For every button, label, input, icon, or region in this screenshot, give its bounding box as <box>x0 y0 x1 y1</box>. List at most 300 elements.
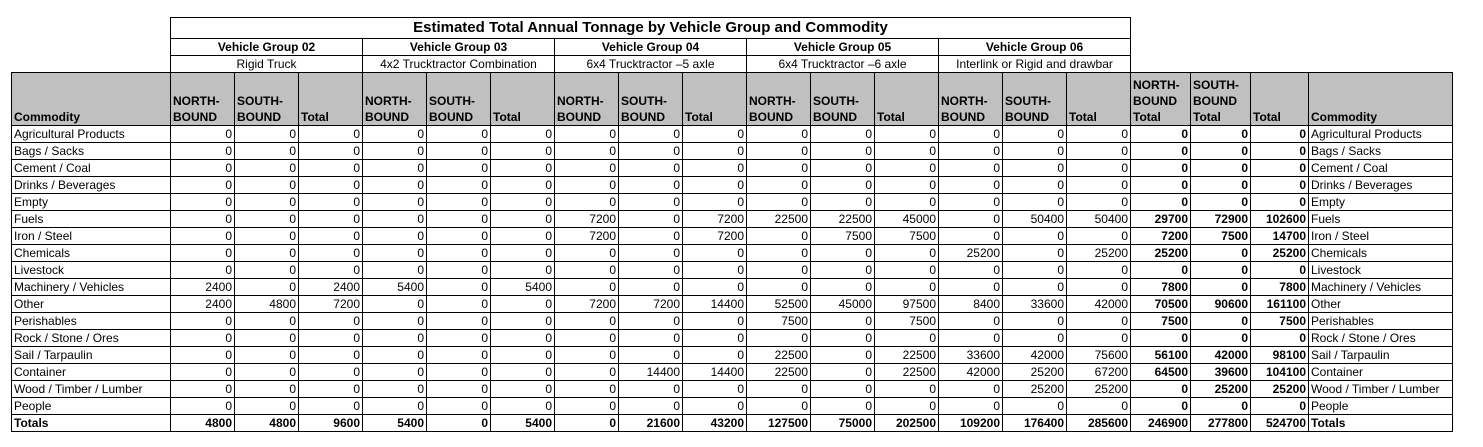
table-row <box>12 330 1453 347</box>
value-cell: 0 <box>555 262 619 279</box>
total-cell: 70500 <box>1131 296 1191 313</box>
value-cell: 0 <box>875 177 939 194</box>
table-row <box>12 126 1453 143</box>
value-cell: 0 <box>363 262 427 279</box>
value-cell: 0 <box>811 194 875 211</box>
value-cell: 0 <box>235 364 299 381</box>
table-row <box>12 194 1453 211</box>
value-cell: 0 <box>491 364 555 381</box>
header-northbound-line: BOUND <box>557 110 601 124</box>
value-cell: 0 <box>811 381 875 398</box>
commodity-label: Livestock <box>12 262 171 279</box>
header-southbound-line: BOUND <box>237 110 281 124</box>
value-cell: 0 <box>875 160 939 177</box>
total-cell: 29700 <box>1131 211 1191 228</box>
total-cell: 64500 <box>1131 364 1191 381</box>
group-name: Vehicle Group 02 <box>171 39 363 56</box>
value-cell: 0 <box>171 364 235 381</box>
group-name: Vehicle Group 03 <box>363 39 555 56</box>
table-row <box>12 347 1453 364</box>
total-cell: 0 <box>1131 398 1191 415</box>
value-cell: 0 <box>363 245 427 262</box>
value-cell: 0 <box>171 381 235 398</box>
table-row <box>12 398 1453 415</box>
total-cell: 0 <box>1191 143 1251 160</box>
commodity-label-right: Drinks / Beverages <box>1309 177 1453 194</box>
value-cell: 0 <box>171 313 235 330</box>
group-description: Rigid Truck <box>171 56 363 73</box>
value-cell: 0 <box>683 245 747 262</box>
commodity-label: Wood / Timber / Lumber <box>12 381 171 398</box>
value-cell: 0 <box>747 398 811 415</box>
value-cell: 0 <box>619 211 683 228</box>
value-cell: 0 <box>171 143 235 160</box>
total-cell: 524700 <box>1251 415 1309 432</box>
value-cell: 0 <box>555 143 619 160</box>
value-cell: 0 <box>747 228 811 245</box>
value-cell: 0 <box>683 279 747 296</box>
commodity-label-right: Perishables <box>1309 313 1453 330</box>
value-cell: 0 <box>299 126 363 143</box>
header-total-line: Total <box>301 110 329 124</box>
value-cell: 0 <box>299 177 363 194</box>
value-cell: 0 <box>235 262 299 279</box>
header-southbound-line: SOUTH- <box>813 94 859 108</box>
table-row <box>12 279 1453 296</box>
value-cell: 50400 <box>1067 211 1131 228</box>
commodity-label-right: Livestock <box>1309 262 1453 279</box>
value-cell: 0 <box>939 194 1003 211</box>
value-cell: 0 <box>427 177 491 194</box>
value-cell: 0 <box>491 143 555 160</box>
value-cell: 0 <box>747 143 811 160</box>
value-cell: 0 <box>427 211 491 228</box>
value-cell: 22500 <box>811 211 875 228</box>
value-cell: 0 <box>619 313 683 330</box>
value-cell: 0 <box>747 262 811 279</box>
header-southbound-total <box>1191 73 1251 126</box>
value-cell: 0 <box>299 211 363 228</box>
value-cell: 0 <box>491 381 555 398</box>
value-cell: 109200 <box>939 415 1003 432</box>
value-cell: 0 <box>683 177 747 194</box>
header-southbound-line: BOUND <box>621 110 665 124</box>
value-cell: 0 <box>491 330 555 347</box>
value-cell: 0 <box>491 347 555 364</box>
value-cell: 0 <box>235 228 299 245</box>
commodity-label-right: Container <box>1309 364 1453 381</box>
value-cell: 42000 <box>1003 347 1067 364</box>
value-cell: 75000 <box>811 415 875 432</box>
total-cell: 25200 <box>1191 381 1251 398</box>
value-cell: 0 <box>811 262 875 279</box>
total-cell: 0 <box>1191 398 1251 415</box>
value-cell: 0 <box>683 381 747 398</box>
value-cell: 0 <box>1003 194 1067 211</box>
column-header-row <box>12 73 1453 126</box>
value-cell: 0 <box>171 228 235 245</box>
value-cell: 0 <box>363 228 427 245</box>
value-cell: 0 <box>171 160 235 177</box>
value-cell: 14400 <box>619 364 683 381</box>
value-cell: 0 <box>939 160 1003 177</box>
commodity-label-right: Fuels <box>1309 211 1453 228</box>
value-cell: 0 <box>171 398 235 415</box>
value-cell: 0 <box>363 194 427 211</box>
value-cell: 42000 <box>939 364 1003 381</box>
table-row <box>12 160 1453 177</box>
value-cell: 0 <box>1003 279 1067 296</box>
table-row <box>12 381 1453 398</box>
value-cell: 22500 <box>747 347 811 364</box>
group-description: 4x2 Trucktractor Combination <box>363 56 555 73</box>
commodity-label: Fuels <box>12 211 171 228</box>
total-cell: 0 <box>1131 330 1191 347</box>
value-cell: 0 <box>683 262 747 279</box>
value-cell: 0 <box>427 160 491 177</box>
commodity-label: Empty <box>12 194 171 211</box>
value-cell: 0 <box>683 160 747 177</box>
value-cell: 0 <box>811 279 875 296</box>
total-cell: 0 <box>1191 313 1251 330</box>
group-desc-row <box>12 56 1453 73</box>
value-cell: 22500 <box>747 211 811 228</box>
value-cell: 0 <box>811 398 875 415</box>
total-cell: 0 <box>1251 143 1309 160</box>
value-cell: 0 <box>747 194 811 211</box>
header-total-line: Total <box>493 110 521 124</box>
value-cell: 0 <box>491 245 555 262</box>
table-row <box>12 262 1453 279</box>
value-cell: 0 <box>299 381 363 398</box>
value-cell: 0 <box>811 177 875 194</box>
value-cell: 0 <box>619 228 683 245</box>
value-cell: 22500 <box>747 364 811 381</box>
value-cell: 0 <box>1003 330 1067 347</box>
commodity-label: Cement / Coal <box>12 160 171 177</box>
commodity-label: Drinks / Beverages <box>12 177 171 194</box>
commodity-label: Other <box>12 296 171 313</box>
total-cell: 0 <box>1191 177 1251 194</box>
header-northbound-total-line: Total <box>1133 110 1161 124</box>
total-cell: 104100 <box>1251 364 1309 381</box>
header-total <box>683 73 747 126</box>
value-cell: 2400 <box>171 296 235 313</box>
table-row <box>12 313 1453 330</box>
value-cell: 0 <box>875 330 939 347</box>
value-cell: 0 <box>427 296 491 313</box>
value-cell: 0 <box>171 330 235 347</box>
group-name: Vehicle Group 04 <box>555 39 747 56</box>
value-cell: 0 <box>939 143 1003 160</box>
value-cell: 5400 <box>363 279 427 296</box>
value-cell: 0 <box>939 381 1003 398</box>
value-cell: 0 <box>811 313 875 330</box>
header-total-line: Total <box>1069 110 1097 124</box>
value-cell: 0 <box>299 194 363 211</box>
total-cell: 14700 <box>1251 228 1309 245</box>
commodity-label: Agricultural Products <box>12 126 171 143</box>
value-cell: 0 <box>747 381 811 398</box>
value-cell: 0 <box>555 279 619 296</box>
value-cell: 0 <box>811 126 875 143</box>
value-cell: 0 <box>1003 143 1067 160</box>
value-cell: 0 <box>491 262 555 279</box>
table-row <box>12 296 1453 313</box>
table-row <box>12 143 1453 160</box>
value-cell: 0 <box>619 194 683 211</box>
header-southbound-line: BOUND <box>813 110 857 124</box>
value-cell: 42000 <box>1067 296 1131 313</box>
total-cell: 0 <box>1131 160 1191 177</box>
table-row <box>12 228 1453 245</box>
value-cell: 4800 <box>235 415 299 432</box>
value-cell: 0 <box>747 245 811 262</box>
value-cell: 8400 <box>939 296 1003 313</box>
commodity-label: Iron / Steel <box>12 228 171 245</box>
value-cell: 4800 <box>171 415 235 432</box>
commodity-label: Bags / Sacks <box>12 143 171 160</box>
value-cell: 0 <box>1067 262 1131 279</box>
value-cell: 0 <box>171 177 235 194</box>
value-cell: 0 <box>491 313 555 330</box>
value-cell: 0 <box>1067 228 1131 245</box>
value-cell: 0 <box>619 177 683 194</box>
value-cell: 0 <box>811 347 875 364</box>
value-cell: 0 <box>875 245 939 262</box>
value-cell: 0 <box>555 398 619 415</box>
value-cell: 0 <box>363 296 427 313</box>
total-cell: 102600 <box>1251 211 1309 228</box>
value-cell: 0 <box>939 126 1003 143</box>
value-cell: 5400 <box>491 415 555 432</box>
value-cell: 0 <box>683 313 747 330</box>
value-cell: 0 <box>491 126 555 143</box>
header-northbound <box>363 73 427 126</box>
header-northbound <box>747 73 811 126</box>
value-cell: 0 <box>555 194 619 211</box>
value-cell: 0 <box>363 381 427 398</box>
header-northbound-line: BOUND <box>173 110 217 124</box>
value-cell: 7200 <box>555 211 619 228</box>
value-cell: 0 <box>427 415 491 432</box>
value-cell: 2400 <box>299 279 363 296</box>
total-cell: 246900 <box>1131 415 1191 432</box>
total-cell: 7500 <box>1191 228 1251 245</box>
value-cell: 0 <box>299 398 363 415</box>
total-cell: 0 <box>1251 160 1309 177</box>
commodity-label: People <box>12 398 171 415</box>
value-cell: 0 <box>235 279 299 296</box>
value-cell: 0 <box>747 177 811 194</box>
value-cell: 0 <box>1003 313 1067 330</box>
tonnage-table <box>11 17 1453 432</box>
value-cell: 0 <box>427 245 491 262</box>
value-cell: 0 <box>683 126 747 143</box>
value-cell: 7200 <box>683 228 747 245</box>
value-cell: 0 <box>299 160 363 177</box>
header-southbound-total-line: Total <box>1193 110 1221 124</box>
value-cell: 0 <box>1067 330 1131 347</box>
header-commodity-line: Commodity <box>14 110 80 124</box>
value-cell: 0 <box>811 245 875 262</box>
value-cell: 5400 <box>491 279 555 296</box>
value-cell: 0 <box>939 177 1003 194</box>
value-cell: 7200 <box>555 228 619 245</box>
total-cell: 90600 <box>1191 296 1251 313</box>
header-northbound-line: NORTH- <box>941 94 988 108</box>
value-cell: 0 <box>427 313 491 330</box>
value-cell: 0 <box>171 211 235 228</box>
value-cell: 0 <box>619 160 683 177</box>
value-cell: 7500 <box>875 228 939 245</box>
header-southbound <box>427 73 491 126</box>
table-row <box>12 245 1453 262</box>
value-cell: 0 <box>427 279 491 296</box>
value-cell: 0 <box>235 381 299 398</box>
value-cell: 127500 <box>747 415 811 432</box>
group-name-row <box>12 39 1453 56</box>
value-cell: 67200 <box>1067 364 1131 381</box>
value-cell: 0 <box>555 381 619 398</box>
value-cell: 0 <box>363 330 427 347</box>
value-cell: 0 <box>299 228 363 245</box>
commodity-label-right: Totals <box>1309 415 1453 432</box>
value-cell: 25200 <box>939 245 1003 262</box>
commodity-label: Rock / Stone / Ores <box>12 330 171 347</box>
value-cell: 0 <box>235 211 299 228</box>
commodity-label-right: Rock / Stone / Ores <box>1309 330 1453 347</box>
value-cell: 5400 <box>363 415 427 432</box>
value-cell: 0 <box>555 364 619 381</box>
value-cell: 7500 <box>875 313 939 330</box>
value-cell: 0 <box>683 194 747 211</box>
total-cell: 25200 <box>1131 245 1191 262</box>
value-cell: 52500 <box>747 296 811 313</box>
value-cell: 0 <box>619 381 683 398</box>
value-cell: 0 <box>299 143 363 160</box>
total-cell: 25200 <box>1251 381 1309 398</box>
value-cell: 0 <box>1067 398 1131 415</box>
commodity-label-right: Sail / Tarpaulin <box>1309 347 1453 364</box>
value-cell: 0 <box>235 126 299 143</box>
value-cell: 0 <box>235 398 299 415</box>
value-cell: 25200 <box>1003 364 1067 381</box>
value-cell: 0 <box>363 313 427 330</box>
value-cell: 0 <box>1067 313 1131 330</box>
total-cell: 7800 <box>1131 279 1191 296</box>
value-cell: 0 <box>235 313 299 330</box>
value-cell: 0 <box>555 313 619 330</box>
value-cell: 33600 <box>939 347 1003 364</box>
value-cell: 9600 <box>299 415 363 432</box>
value-cell: 0 <box>811 364 875 381</box>
header-southbound-line: SOUTH- <box>429 94 475 108</box>
value-cell: 21600 <box>619 415 683 432</box>
value-cell: 22500 <box>875 364 939 381</box>
header-northbound-line: BOUND <box>941 110 985 124</box>
header-northbound-line: BOUND <box>749 110 793 124</box>
value-cell: 14400 <box>683 364 747 381</box>
header-northbound-line: NORTH- <box>557 94 604 108</box>
commodity-label-right: Iron / Steel <box>1309 228 1453 245</box>
value-cell: 0 <box>1003 126 1067 143</box>
header-southbound <box>1003 73 1067 126</box>
header-southbound-total-line: SOUTH- <box>1193 78 1239 92</box>
value-cell: 0 <box>555 330 619 347</box>
header-total-line: Total <box>877 110 905 124</box>
total-cell: 0 <box>1131 381 1191 398</box>
value-cell: 0 <box>939 211 1003 228</box>
value-cell: 0 <box>1067 143 1131 160</box>
header-southbound-line: SOUTH- <box>621 94 667 108</box>
total-cell: 7800 <box>1251 279 1309 296</box>
total-cell: 0 <box>1191 330 1251 347</box>
value-cell: 0 <box>363 143 427 160</box>
value-cell: 25200 <box>1067 381 1131 398</box>
commodity-label-right: Empty <box>1309 194 1453 211</box>
value-cell: 0 <box>939 330 1003 347</box>
header-total <box>875 73 939 126</box>
commodity-label-right: Other <box>1309 296 1453 313</box>
value-cell: 0 <box>939 279 1003 296</box>
header-southbound-line: BOUND <box>1005 110 1049 124</box>
value-cell: 7500 <box>747 313 811 330</box>
value-cell: 0 <box>811 330 875 347</box>
total-cell: 0 <box>1191 194 1251 211</box>
header-southbound-line: SOUTH- <box>237 94 283 108</box>
header-commodity-right <box>1309 73 1453 126</box>
value-cell: 0 <box>363 364 427 381</box>
value-cell: 50400 <box>1003 211 1067 228</box>
value-cell: 14400 <box>683 296 747 313</box>
header-northbound-line: BOUND <box>365 110 409 124</box>
value-cell: 2400 <box>171 279 235 296</box>
value-cell: 0 <box>939 398 1003 415</box>
total-cell: 0 <box>1251 330 1309 347</box>
value-cell: 0 <box>363 211 427 228</box>
value-cell: 0 <box>363 177 427 194</box>
commodity-label-right: People <box>1309 398 1453 415</box>
total-cell: 7500 <box>1251 313 1309 330</box>
value-cell: 0 <box>427 194 491 211</box>
value-cell: 45000 <box>811 296 875 313</box>
value-cell: 0 <box>427 347 491 364</box>
value-cell: 0 <box>1067 177 1131 194</box>
value-cell: 0 <box>491 296 555 313</box>
commodity-label: Machinery / Vehicles <box>12 279 171 296</box>
value-cell: 0 <box>299 330 363 347</box>
value-cell: 43200 <box>683 415 747 432</box>
total-cell: 0 <box>1251 398 1309 415</box>
value-cell: 0 <box>299 245 363 262</box>
total-cell: 0 <box>1251 177 1309 194</box>
value-cell: 0 <box>491 398 555 415</box>
value-cell: 0 <box>555 347 619 364</box>
value-cell: 0 <box>555 177 619 194</box>
group-name: Vehicle Group 06 <box>939 39 1131 56</box>
header-northbound <box>555 73 619 126</box>
value-cell: 0 <box>555 415 619 432</box>
table-row <box>12 177 1453 194</box>
value-cell: 0 <box>427 143 491 160</box>
value-cell: 0 <box>235 160 299 177</box>
value-cell: 0 <box>619 143 683 160</box>
header-southbound-line: SOUTH- <box>1005 94 1051 108</box>
value-cell: 0 <box>683 398 747 415</box>
value-cell: 33600 <box>1003 296 1067 313</box>
header-total-line: Total <box>685 110 713 124</box>
